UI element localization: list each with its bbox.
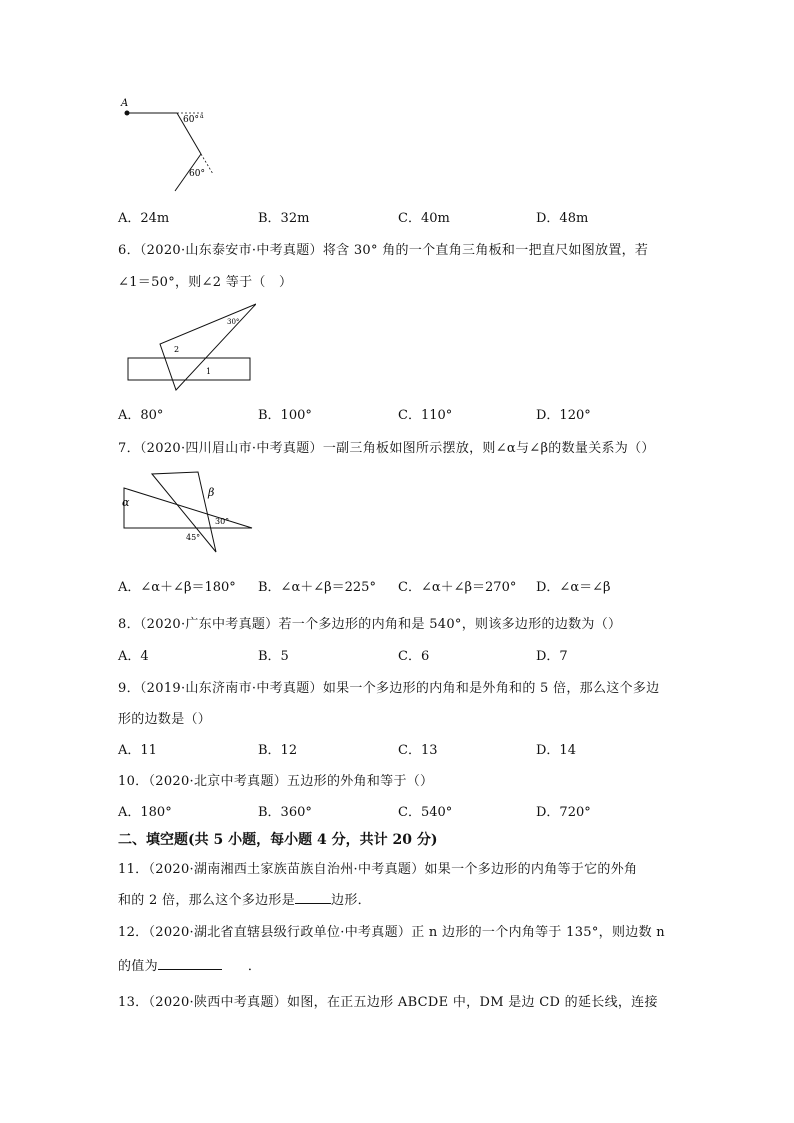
q5-option-b: B．32m [258, 211, 310, 226]
q6-option-c: C．110° [398, 408, 453, 423]
q6-figure [126, 302, 256, 394]
q9-option-b: B．12 [258, 743, 298, 758]
q9-option-d: D．14 [536, 743, 576, 758]
angle-30-label: 30° [227, 318, 240, 326]
q8-text-line1: 8．（2020·广东中考真题）若一个多边形的内角和是 540°，则该多边形的边数为（） [118, 617, 622, 632]
angle-30-label: 30° [215, 517, 230, 526]
q7-figure [118, 466, 258, 554]
q5-figure [115, 96, 225, 196]
q7-option-b: B．∠α＋∠β＝225° [258, 580, 376, 595]
q12-text-after-blank: ． [247, 959, 262, 974]
angle-60-top: 60° [183, 115, 199, 125]
q9-option-a: A．11 [118, 743, 157, 758]
q9-option-c: C．13 [398, 743, 438, 758]
q12-text-before-blank: 的值为 [118, 959, 158, 974]
angle-1-label: 1 [206, 367, 212, 376]
set-square-45 [152, 472, 216, 552]
q12-answer-blank[interactable] [158, 955, 222, 970]
q7-option-a: A．∠α＋∠β＝180° [118, 580, 236, 595]
q5-option-a: A．24m [118, 211, 170, 226]
set-square-30 [124, 488, 252, 528]
q5-option-c: C．40m [398, 211, 450, 226]
q13-text-line1: 13．（2020·陕西中考真题）如图，在正五边形 ABCDE 中，DM 是边 CD 的延长线，连接 [118, 995, 658, 1010]
q10-option-d: D．720° [536, 805, 591, 820]
q10-option-c: C．540° [398, 805, 453, 820]
q11-text-after-blank: 边形． [331, 893, 371, 908]
q11-text-line2 [118, 889, 371, 908]
q7-option-c: C．∠α＋∠β＝270° [398, 580, 517, 595]
q11-text-line1: 11．（2020·湖南湘西土家族苗族自治州·中考真题）如果一个多边形的内角等于它的外角 [118, 862, 638, 877]
q11-text-before-blank: 和的 2 倍，那么这个多边形是 [118, 893, 296, 908]
q9-text-line2: 形的边数是（） [118, 712, 212, 727]
angle-2-label: 2 [174, 345, 180, 354]
q6-option-a: A．80° [118, 408, 164, 423]
angle-60-bottom: 60° [189, 169, 205, 179]
q9-text-line1: 9．（2019·山东济南市·中考真题）如果一个多边形的内角和是外角和的 5 倍，那么这个多边 [118, 681, 660, 696]
q8-option-d: D．7 [536, 649, 568, 664]
angle-45-label: 45° [186, 533, 201, 542]
north-mark: a [200, 113, 204, 120]
q7-option-d: D．∠α＝∠β [536, 580, 611, 595]
q6-text-line2: ∠1＝50°，则∠2 等于（ ） [118, 275, 293, 290]
q12-text-line2 [118, 955, 261, 974]
q8-option-c: C．6 [398, 649, 430, 664]
q6-option-b: B．100° [258, 408, 312, 423]
q10-text-line1: 10．（2020·北京中考真题）五边形的外角和等于（） [118, 774, 434, 789]
q8-option-b: B．5 [258, 649, 289, 664]
q8-option-a: A．4 [118, 649, 149, 664]
q10-option-b: B．360° [258, 805, 312, 820]
section-heading: 二、填空题(共 5 小题，每小题 4 分，共计 20 分) [118, 832, 438, 848]
q5-option-d: D．48m [536, 211, 589, 226]
point-a-label: A [121, 98, 129, 109]
q6-text-line1: 6．（2020·山东泰安市·中考真题）将含 30° 角的一个直角三角板和一把直尺如图放置，若 [118, 243, 649, 258]
q10-option-a: A．180° [118, 805, 172, 820]
q7-text-line1: 7．（2020·四川眉山市·中考真题）一副三角板如图所示摆放，则∠α与∠β的数量关系为（） [118, 441, 655, 456]
q11-answer-blank[interactable] [295, 889, 331, 904]
q12-text-line1: 12．（2020·湖北省直辖县级行政单位·中考真题）正 n 边形的一个内角等于 135°，则边数 n [118, 925, 665, 940]
q6-option-d: D．120° [536, 408, 591, 423]
beta-label: β [208, 486, 215, 499]
alpha-label: α [122, 496, 130, 509]
